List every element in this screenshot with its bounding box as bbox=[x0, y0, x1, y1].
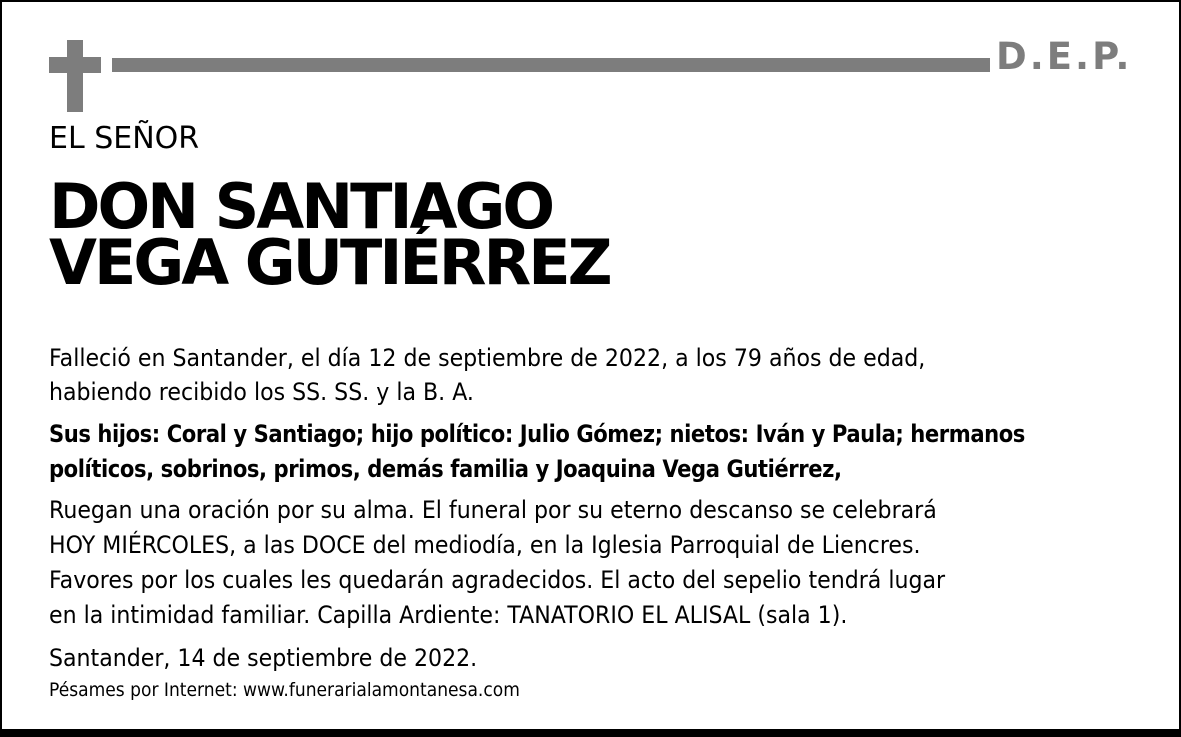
family-line-1: Sus hijos: Coral y Santiago; hijo político: Julio Gómez; nietos: Iván y Paula; hermanos bbox=[49, 420, 1025, 448]
death-notice-line-1: Falleció en Santander, el día 12 de septiembre de 2022, a los 79 años de edad, bbox=[49, 344, 926, 372]
place-date: Santander, 14 de septiembre de 2022. bbox=[49, 644, 478, 672]
condolences-link[interactable]: Pésames por Internet: www.funerarialamontanesa.com bbox=[49, 679, 520, 701]
honorific: EL SEÑOR bbox=[49, 121, 200, 156]
death-notice-line-2: habiendo recibido los SS. SS. y la B. A. bbox=[49, 378, 474, 406]
funeral-line-2: HOY MIÉRCOLES, a las DOCE del mediodía, en la Iglesia Parroquial de Liencres. bbox=[49, 531, 921, 559]
dep-label: D.E.P. bbox=[996, 35, 1133, 78]
deceased-name-line-1: DON SANTIAGO bbox=[49, 170, 553, 243]
funeral-line-3: Favores por los cuales les quedarán agradecidos. El acto del sepelio tendrá lugar bbox=[49, 566, 946, 594]
deceased-name-line-2: VEGA GUTIÉRREZ bbox=[49, 226, 610, 299]
funeral-line-4: en la intimidad familiar. Capilla Ardiente: TANATORIO EL ALISAL (sala 1). bbox=[49, 601, 848, 629]
family-line-2: políticos, sobrinos, primos, demás familia y Joaquina Vega Gutiérrez, bbox=[49, 455, 842, 483]
cross-icon bbox=[49, 40, 101, 112]
header-rule bbox=[112, 58, 990, 72]
funeral-line-1: Ruegan una oración por su alma. El funeral por su eterno descanso se celebrará bbox=[49, 496, 937, 524]
